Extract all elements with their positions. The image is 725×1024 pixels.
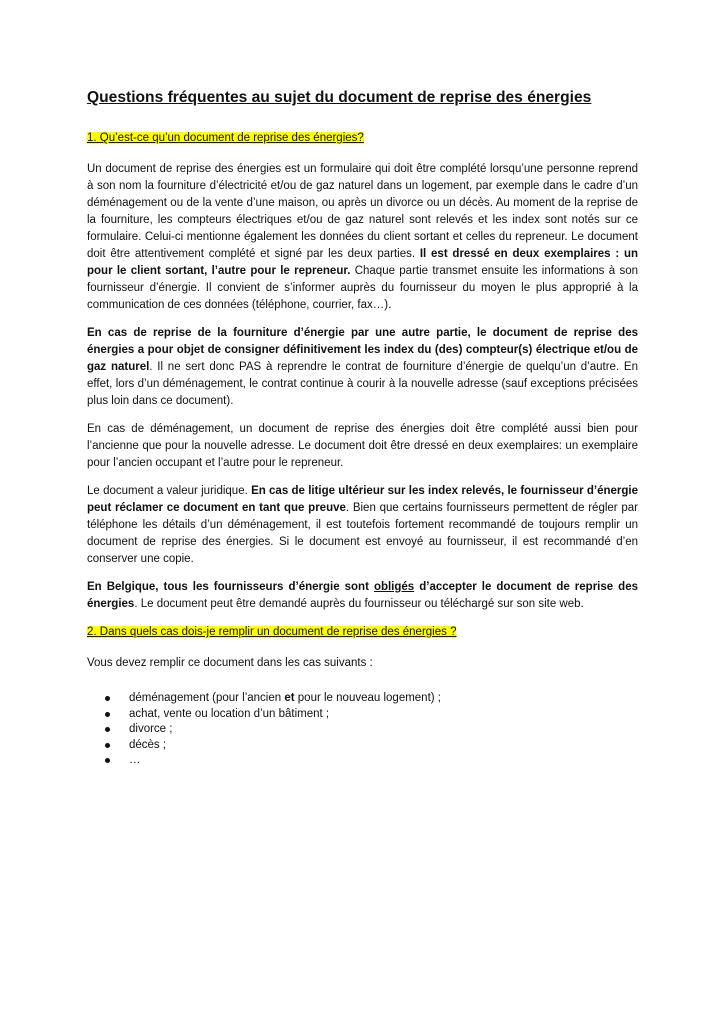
bullet-icon — [105, 727, 110, 732]
section-1-paragraph-2: En cas de reprise de la fourniture d’énergie par une autre partie, le document de reprise des énergies a pour objet de consigner définitivement les index du (des) compteur(s) électrique et/ou de gaz naturel. Il ne sert donc PAS à reprendre le contrat de fourniture d’énergie de quelqu’un d’autre. En effet, lors d’un déménagement, le contrat continue à courir à la nouvelle adresse (sauf exceptions précisées plus loin dans ce document). — [87, 327, 638, 407]
list-item: décès ; — [87, 738, 638, 754]
emphasis-two-copies: Il est dressé en deux exemplaires : un pour le client sortant, l’autre pour le repreneur. — [87, 248, 638, 277]
section-2-heading — [87, 624, 638, 641]
emphasis-legal-proof: En cas de litige ultérieur sur les index relevés, le fournisseur d’énergie peut réclamer ce document en tant que preuve — [87, 485, 638, 514]
list-item: … — [87, 753, 638, 769]
section-2-intro: Vous devez remplir ce document dans les cas suivants : — [87, 657, 373, 669]
bullet-icon — [105, 696, 110, 701]
document-page — [87, 88, 638, 769]
list-item: déménagement (pour l’ancien et pour le nouveau logement) ; — [87, 691, 638, 707]
bullet-icon — [105, 758, 110, 763]
section-1-heading-text: 1. Qu’est-ce qu’un document de reprise des énergies? — [87, 132, 364, 144]
cases-list — [87, 691, 638, 769]
section-1-paragraph-5: En Belgique, tous les fournisseurs d’énergie sont obligés d’accepter le document de reprise des énergies. Le document peut être demandé auprès du fournisseur ou téléchargé sur son site web. — [87, 581, 638, 610]
list-item: divorce ; — [87, 722, 638, 738]
section-1-heading — [87, 130, 638, 147]
emphasis-obliged: obligés — [373, 581, 415, 593]
list-item: achat, vente ou location d’un bâtiment ; — [87, 707, 638, 723]
page-title: Questions fréquentes au sujet du document de reprise des énergies — [87, 89, 592, 106]
bullet-icon — [105, 743, 110, 748]
section-2-heading-text: 2. Dans quels cas dois-je remplir un document de reprise des énergies ? — [87, 626, 457, 638]
bullet-icon — [105, 712, 110, 717]
section-1-paragraph-1: Un document de reprise des énergies est un formulaire qui doit être complété lorsqu’une personne reprend à son nom la fourniture d’électricité et/ou de gaz naturel dans un logement, par exemple dans le cadre d’un déménagement ou de la vente d’une maison, ou après un divorce ou un décès. Au moment de la reprise de la fourniture, les compteurs électriques et/ou de gaz naturel sont relevés et les index sont notés sur ce formulaire. Celui-ci mentionne également les données du client sortant et celles du repreneur. Le document doit être attentivement complété et signé par les deux parties. Il est dressé en deux exemplaires : un pour le client sortant, l’autre pour le repreneur. Chaque partie transmet ensuite les informations à son fournisseur d’énergie. Il convient de s’informer auprès du fournisseur du moyen le plus approprié à la communication de ces données (téléphone, courrier, fax…). — [87, 163, 638, 311]
emphasis-purpose: En cas de reprise de la fourniture d’énergie par une autre partie, le document de reprise des énergies a pour objet de consigner définitivement les index du (des) compteur(s) électrique et/ou de gaz naturel — [87, 327, 638, 373]
section-1-paragraph-4: Le document a valeur juridique. En cas de litige ultérieur sur les index relevés, le fournisseur d’énergie peut réclamer ce document en tant que preuve. Bien que certains fournisseurs permettent de régler par téléphone les détails d’un déménagement, il est toutefois fortement recommandé de toujours remplir un document de reprise des énergies. Si le document est envoyé au fournisseur, il est recommandé d’en conserver une copie. — [87, 485, 638, 565]
section-1-paragraph-3: En cas de déménagement, un document de reprise des énergies doit être complété aussi bien pour l’ancienne que pour la nouvelle adresse. Le document doit être dressé en deux exemplaires: un exemplaire pour l’ancien occupant et l’autre pour le repreneur. — [87, 423, 638, 469]
